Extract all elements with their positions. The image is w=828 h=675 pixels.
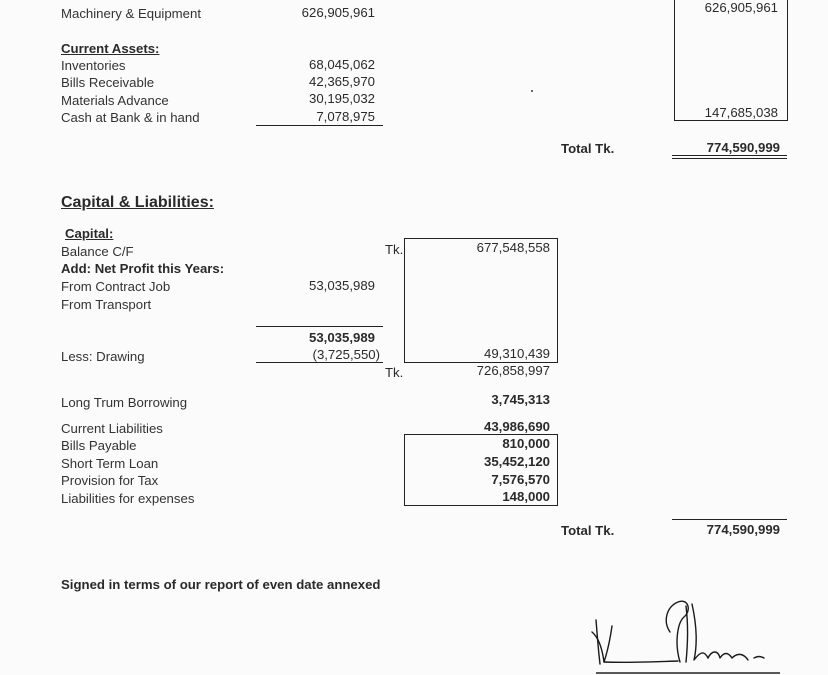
asset-item-amount: 7,078,975 — [316, 109, 375, 124]
current-liabilities-label: Current Liabilities — [61, 421, 163, 436]
balance-label: Balance C/F — [61, 244, 134, 259]
assets-total-value: 774,590,999 — [706, 140, 780, 155]
total-double-rule-2 — [672, 158, 787, 159]
transport-label: From Transport — [61, 297, 152, 312]
contract-job-value: 53,035,989 — [308, 278, 375, 293]
assets-total-label: Total Tk. — [561, 141, 615, 156]
signed-statement: Signed in terms of our report of even date annexed — [61, 577, 381, 592]
profit-sum: 53,035,989 — [308, 330, 375, 345]
machinery-label: Machinery & Equipment — [61, 6, 202, 21]
capital-liabilities-heading: Capital & Liabilities: — [61, 194, 214, 211]
long-term-borrowing-value: 3,745,313 — [491, 392, 550, 407]
capital-heading: Capital: — [65, 226, 114, 241]
drawing-rule — [256, 362, 383, 363]
liability-item-amount: 35,452,120 — [483, 454, 550, 469]
subtotal-rule — [256, 125, 383, 126]
profit-sum-rule — [256, 326, 383, 327]
signature — [588, 592, 788, 675]
assets-total-box — [674, 0, 788, 121]
asset-item-amount: 68,045,062 — [308, 57, 375, 72]
liability-item-label: Short Term Loan — [61, 456, 159, 471]
add-net-profit-label: Add: Net Profit this Years: — [61, 261, 225, 276]
liabilities-total-label: Total Tk. — [561, 523, 615, 538]
drawing-value: (3,725,550) — [312, 347, 380, 362]
contract-job-label: From Contract Job — [61, 279, 171, 294]
asset-item-amount: 30,195,032 — [308, 91, 375, 106]
liability-item-label: Liabilities for expenses — [61, 491, 195, 506]
machinery-amount: 626,905,961 — [301, 5, 375, 20]
tk-label-2: Tk. — [385, 365, 404, 380]
capital-total: 726,858,997 — [476, 363, 550, 378]
net-profit-value: 49,310,439 — [483, 346, 550, 361]
drawing-label: Less: Drawing — [61, 349, 145, 364]
current-assets-heading: Current Assets: — [61, 41, 160, 56]
tk-label: Tk. — [385, 242, 404, 257]
liability-item-label: Bills Payable — [61, 438, 137, 453]
liability-item-amount: 148,000 — [502, 489, 550, 504]
liability-item-amount: 7,576,570 — [491, 472, 550, 487]
liability-item-amount: 810,000 — [502, 436, 550, 451]
asset-item-label: Cash at Bank & in hand — [61, 110, 200, 125]
machinery-total: 626,905,961 — [704, 0, 778, 15]
total-double-rule-1 — [672, 155, 787, 156]
capital-box — [404, 238, 558, 363]
liability-item-label: Provision for Tax — [61, 473, 159, 488]
balance-value: 677,548,558 — [476, 240, 550, 255]
current-liabilities-total: 43,986,690 — [483, 419, 550, 434]
asset-item-label: Bills Receivable — [61, 75, 155, 90]
long-term-borrowing-label: Long Trum Borrowing — [61, 395, 188, 410]
liabilities-total-value: 774,590,999 — [706, 522, 780, 537]
liabilities-total-rule — [672, 519, 787, 520]
asset-item-amount: 42,365,970 — [308, 74, 375, 89]
current-assets-total: 147,685,038 — [704, 105, 778, 120]
asset-item-label: Inventories — [61, 58, 126, 73]
scan-speck — [531, 90, 533, 92]
asset-item-label: Materials Advance — [61, 93, 169, 108]
